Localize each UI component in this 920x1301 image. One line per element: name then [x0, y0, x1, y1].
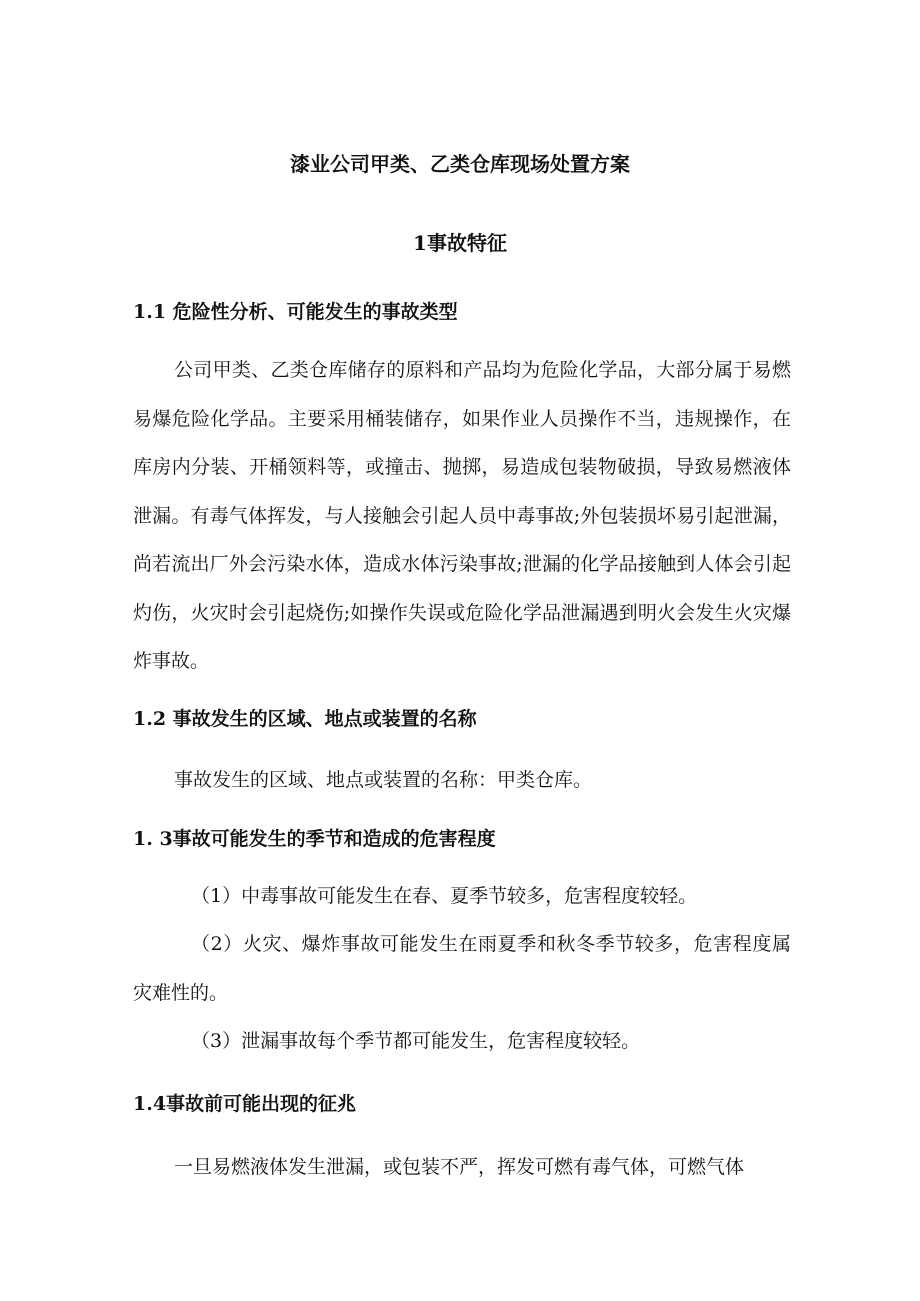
heading-1-3: 1. 3事故可能发生的季节和造成的危害程度 [133, 828, 496, 850]
list-item-leakage: （3）泄漏事故每个季节都可能发生，危害程度较轻。 [191, 1030, 641, 1052]
heading-1-4: 1.4事故前可能出现的征兆 [133, 1093, 357, 1115]
paragraph-accident-location: 事故发生的区域、地点或装置的名称：甲类仓库。 [174, 769, 593, 791]
document-title: 漆业公司甲类、乙类仓库现场处置方案 [290, 152, 630, 176]
section-title-accident-features: 1事故特征 [413, 231, 507, 255]
list-item-poisoning: （1）中毒事故可能发生在春、夏季节较多，危害程度较轻。 [191, 885, 698, 907]
paragraph-warning-signs: 一旦易燃液体发生泄漏，或包装不严，挥发可燃有毒气体，可燃气体 [174, 1156, 745, 1178]
paragraph-hazard-analysis: 公司甲类、乙类仓库储存的原料和产品均为危险化学品，大部分属于易燃易爆危险化学品。主要采用桶装储存，如果作业人员操作不当，违规操作，在库房内分装、开桶领料等，或撞击、抛掷，易造成包装物破损，导致易燃液体泄漏。有毒气体挥发，与人接触会引起人员中毒事故;外包装损坏易引起泄漏，尚若流出厂外会污染水体，造成水体污染事故;泄漏的化学品接触到人体会引起灼伤，火灾时会引起烧伤;如操作失误或危险化学品泄漏遇到明火会发生火灾爆炸事故。 [133, 359, 791, 672]
list-item-fire-explosion: （2）火灾、爆炸事故可能发生在雨夏季和秋冬季节较多，危害程度属灾难性的。 [133, 933, 791, 1004]
heading-1-2: 1.2 事故发生的区域、地点或装置的名称 [133, 708, 477, 730]
heading-1-1: 1.1 危险性分析、可能发生的事故类型 [133, 301, 458, 323]
